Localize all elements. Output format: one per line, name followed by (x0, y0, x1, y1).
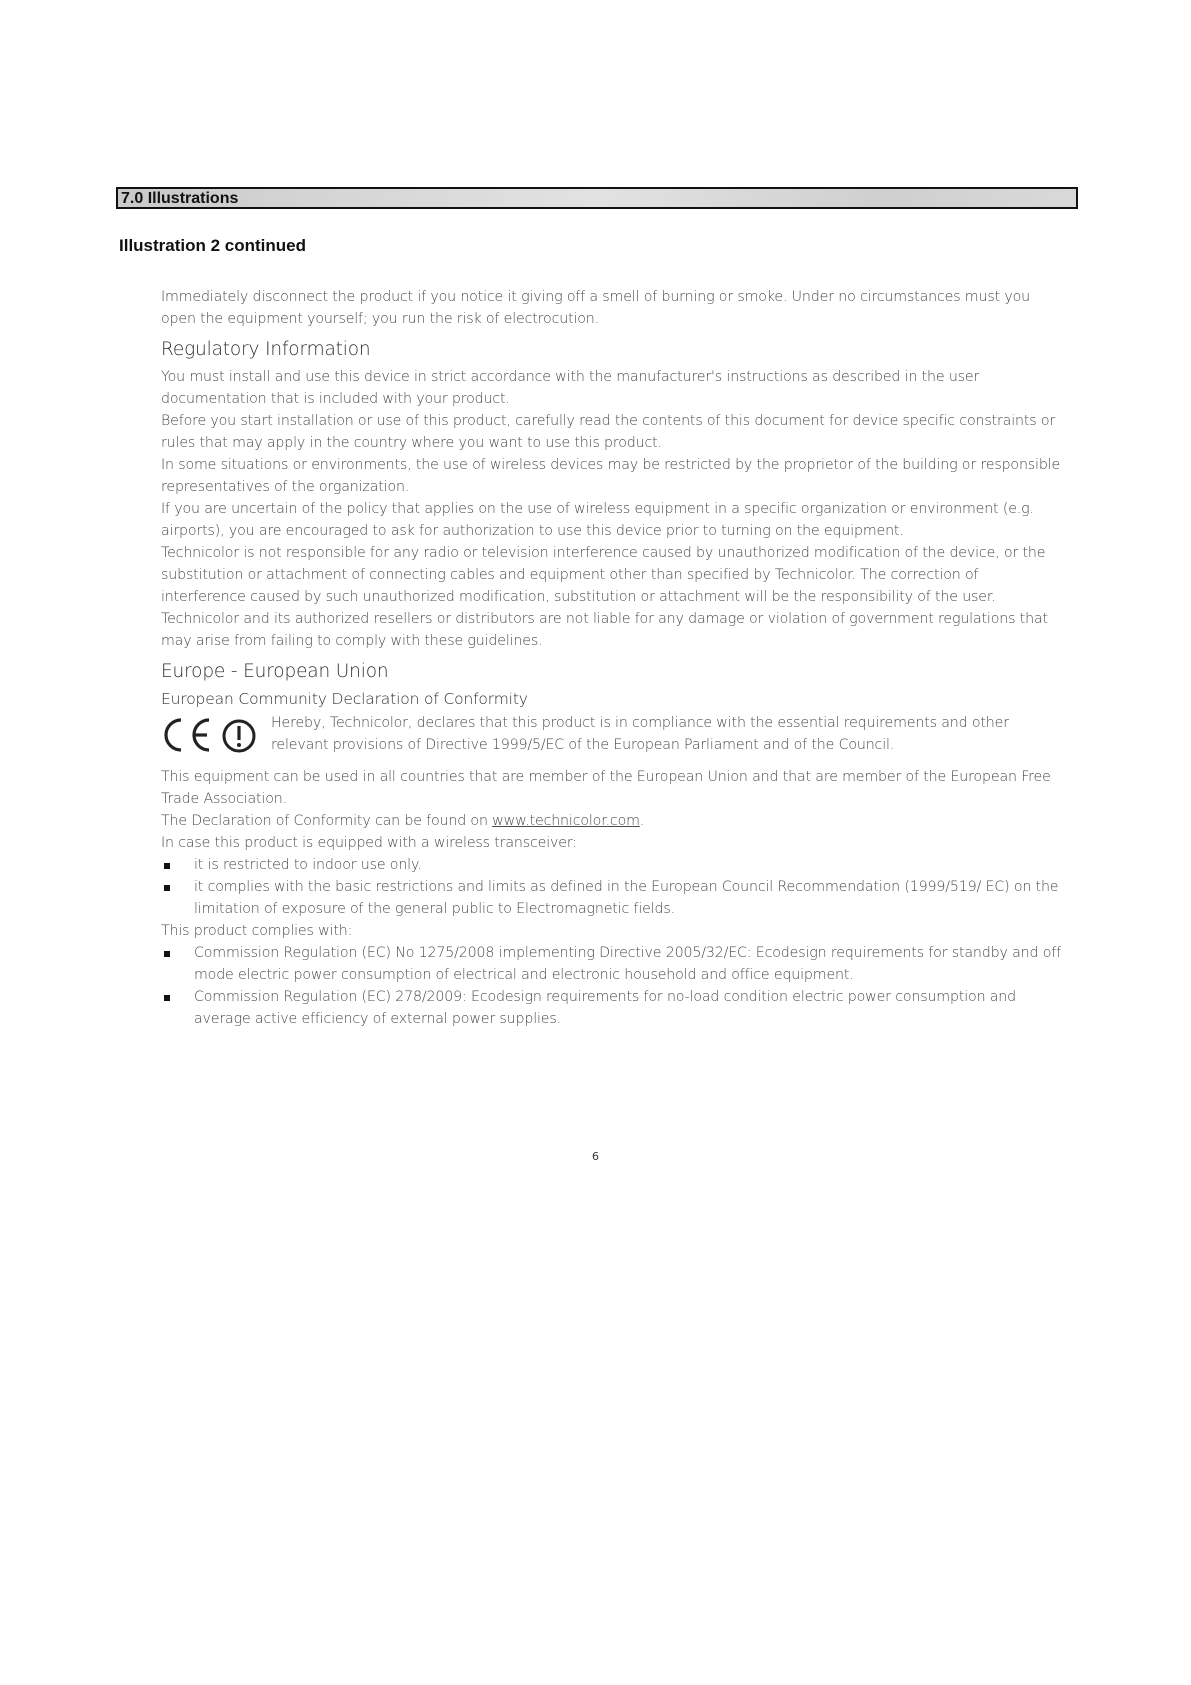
list-item (161, 986, 1061, 1030)
wireless-list (161, 854, 1061, 920)
regulatory-paragraph: In some situations or environments, the use of wireless devices may be restricted by the proprietor of the building or responsible representatives of the organization. (161, 457, 1061, 495)
section-title: 7.0 Illustrations (121, 190, 239, 207)
ce-declaration (161, 712, 1061, 756)
section-header-bar (116, 187, 1078, 209)
declaration-suffix: . (639, 813, 645, 829)
complies-list (161, 942, 1061, 1030)
list-item (161, 942, 1061, 986)
ce-alert-mark-icon (161, 714, 271, 756)
bullet-square-icon (164, 885, 170, 891)
list-item (161, 876, 1061, 920)
wireless-paragraph: In case this product is equipped with a wireless transceiver: (161, 835, 577, 851)
regulatory-paragraph: Technicolor and its authorized resellers or distributors are not liable for any damage or violation of government regulations that may arise from failing to comply with these guidelines. (161, 611, 1048, 649)
list-item-text: it is restricted to indoor use only. (194, 857, 422, 873)
regulatory-paragraph: If you are uncertain of the policy that applies on the use of wireless equipment in a specific organization or environment (e.g. airports), you are encouraged to ask for authorization to use this device prior to turning on the equipment. (161, 501, 1034, 539)
complies-paragraph: This product complies with: (161, 923, 353, 939)
list-item-text: Commission Regulation (EC) 278/2009: Ecodesign requirements for no-load condition electric power consumption and average active efficiency of external power supplies. (194, 989, 1017, 1027)
regulatory-paragraph: Technicolor is not responsible for any radio or television interference caused by unauthorized modification of the device, or the substitution or attachment of connecting cables and equipment other than specified by Technicolor. The correction of interference caused by such unauthorized modification, substitution or attachment will be the responsibility of the user. (161, 545, 1046, 605)
technicolor-link[interactable]: www.technicolor.com (492, 813, 640, 829)
bullet-square-icon (164, 863, 170, 869)
regulatory-heading: Regulatory Information (161, 339, 371, 360)
declaration-paragraph (161, 810, 1061, 832)
declaration-prefix: The Declaration of Conformity can be found on (161, 813, 493, 829)
document-body (161, 286, 1061, 1030)
countries-paragraph: This equipment can be used in all countries that are member of the European Union and that are member of the European Free Trade Association. (161, 769, 1051, 807)
europe-heading: Europe - European Union (161, 661, 389, 682)
bullet-square-icon (164, 995, 170, 1001)
ce-declaration-text: Hereby, Technicolor, declares that this product is in compliance with the essential requirements and other relevant provisions of Directive 1999/5/EC of the European Parliament and of the Council. (271, 715, 1009, 753)
regulatory-paragraph: You must install and use this device in strict accordance with the manufacturer's instructions as described in the user documentation that is included with your product. (161, 369, 980, 407)
declaration-heading: European Community Declaration of Conformity (161, 690, 528, 708)
list-item (161, 854, 1061, 876)
regulatory-paragraph: Before you start installation or use of this product, carefully read the contents of this document for device specific constraints or rules that may apply in the country where you want to use this product. (161, 413, 1056, 451)
list-item-text: Commission Regulation (EC) No 1275/2008 implementing Directive 2005/32/EC: Ecodesign requirements for standby and off mode electric power consumption of electrical and electronic household and office equipment. (194, 945, 1061, 983)
list-item-text: it complies with the basic restrictions and limits as defined in the European Council Recommendation (1999/519/ EC) on the limitation of exposure of the general public to Electromagnetic fields. (194, 879, 1059, 917)
bullet-square-icon (164, 951, 170, 957)
page-subheading: Illustration 2 continued (119, 236, 307, 255)
page-number: 6 (592, 1150, 599, 1163)
intro-paragraph: Immediately disconnect the product if you notice it giving off a smell of burning or smoke. Under no circumstances must you open the equipment yourself; you run the risk of electrocution. (161, 289, 1030, 327)
